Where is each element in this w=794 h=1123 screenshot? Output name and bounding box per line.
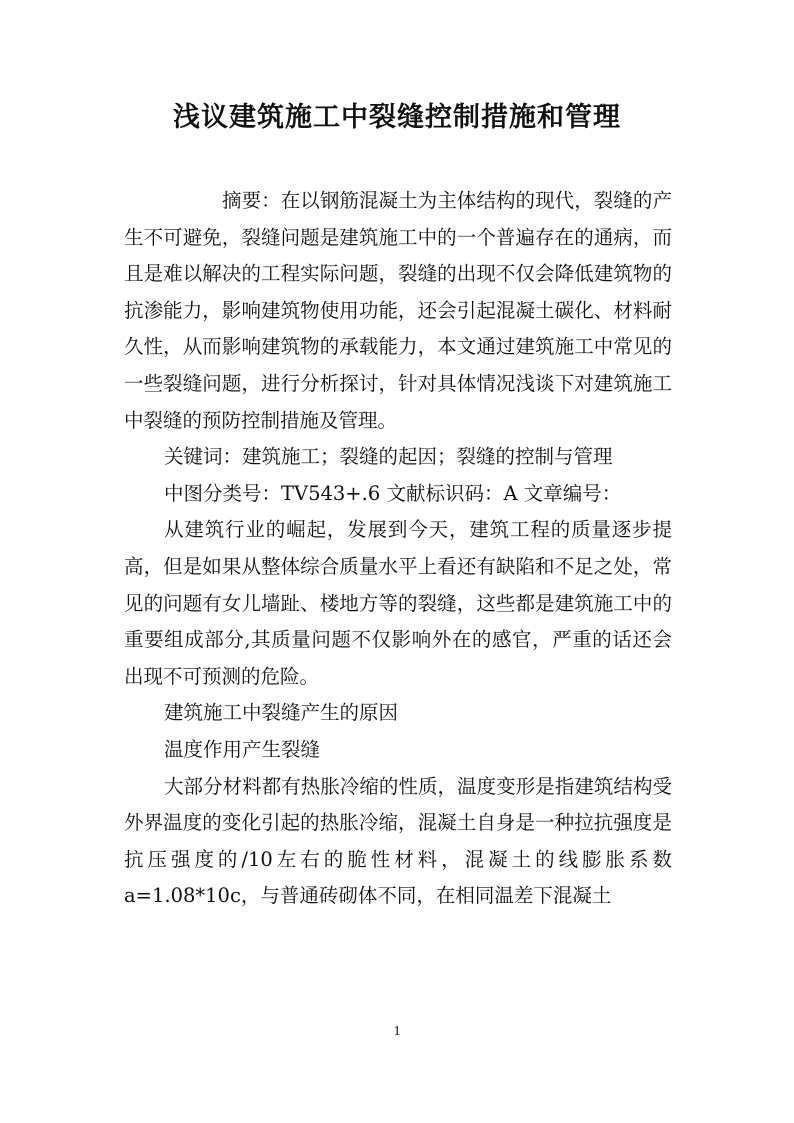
subsection-heading: 温度作用产生裂缝 — [164, 737, 321, 761]
keywords-line: 关键词：建筑施工；裂缝的起因；裂缝的控制与管理 — [164, 445, 613, 469]
classification-line: 中图分类号：TV543+.6 文献标识码：A 文章编号： — [164, 481, 622, 505]
section-heading: 建筑施工中裂缝产生的原因 — [164, 701, 399, 725]
intro-paragraph: 从建筑行业的崛起，发展到今天，建筑工程的质量逐步提高，但是如果从整体综合质量水平上看还有缺陷和不足之处，常见的问题有女儿墙趾、楼地方等的裂缝，这些都是建筑施工中的重要组成部分,其质量问题不仅影响外在的感官，严重的话还会出现不可预测的危险。 — [124, 518, 672, 688]
page-number: 1 — [393, 1024, 401, 1039]
abstract-paragraph: 摘要：在以钢筋混凝土为主体结构的现代，裂缝的产生不可避免，裂缝问题是建筑施工中的一个普遍存在的通病，而且是难以解决的工程实际问题，裂缝的出现不仅会降低建筑物的抗渗能力，影响建筑物使用功能，还会引起混凝土碳化、材料耐久性，从而影响建筑物的承载能力，本文通过建筑施工中常见的一些裂缝问题，进行分析探讨，针对具体情况浅谈下对建筑施工中裂缝的预防控制措施及管理。 — [124, 189, 672, 432]
page-title: 浅议建筑施工中裂缝控制措施和管理 — [173, 102, 621, 133]
document-body — [124, 183, 672, 915]
temperature-paragraph: 大部分材料都有热胀冷缩的性质，温度变形是指建筑结构受外界温度的变化引起的热胀冷缩，混凝土自身是一种拉抗强度是抗压强度的/10左右的脆性材料，混凝土的线膨胀系数 a=1.08*10c，与普通砖砌体不同，在相同温差下混凝土 — [124, 774, 672, 908]
